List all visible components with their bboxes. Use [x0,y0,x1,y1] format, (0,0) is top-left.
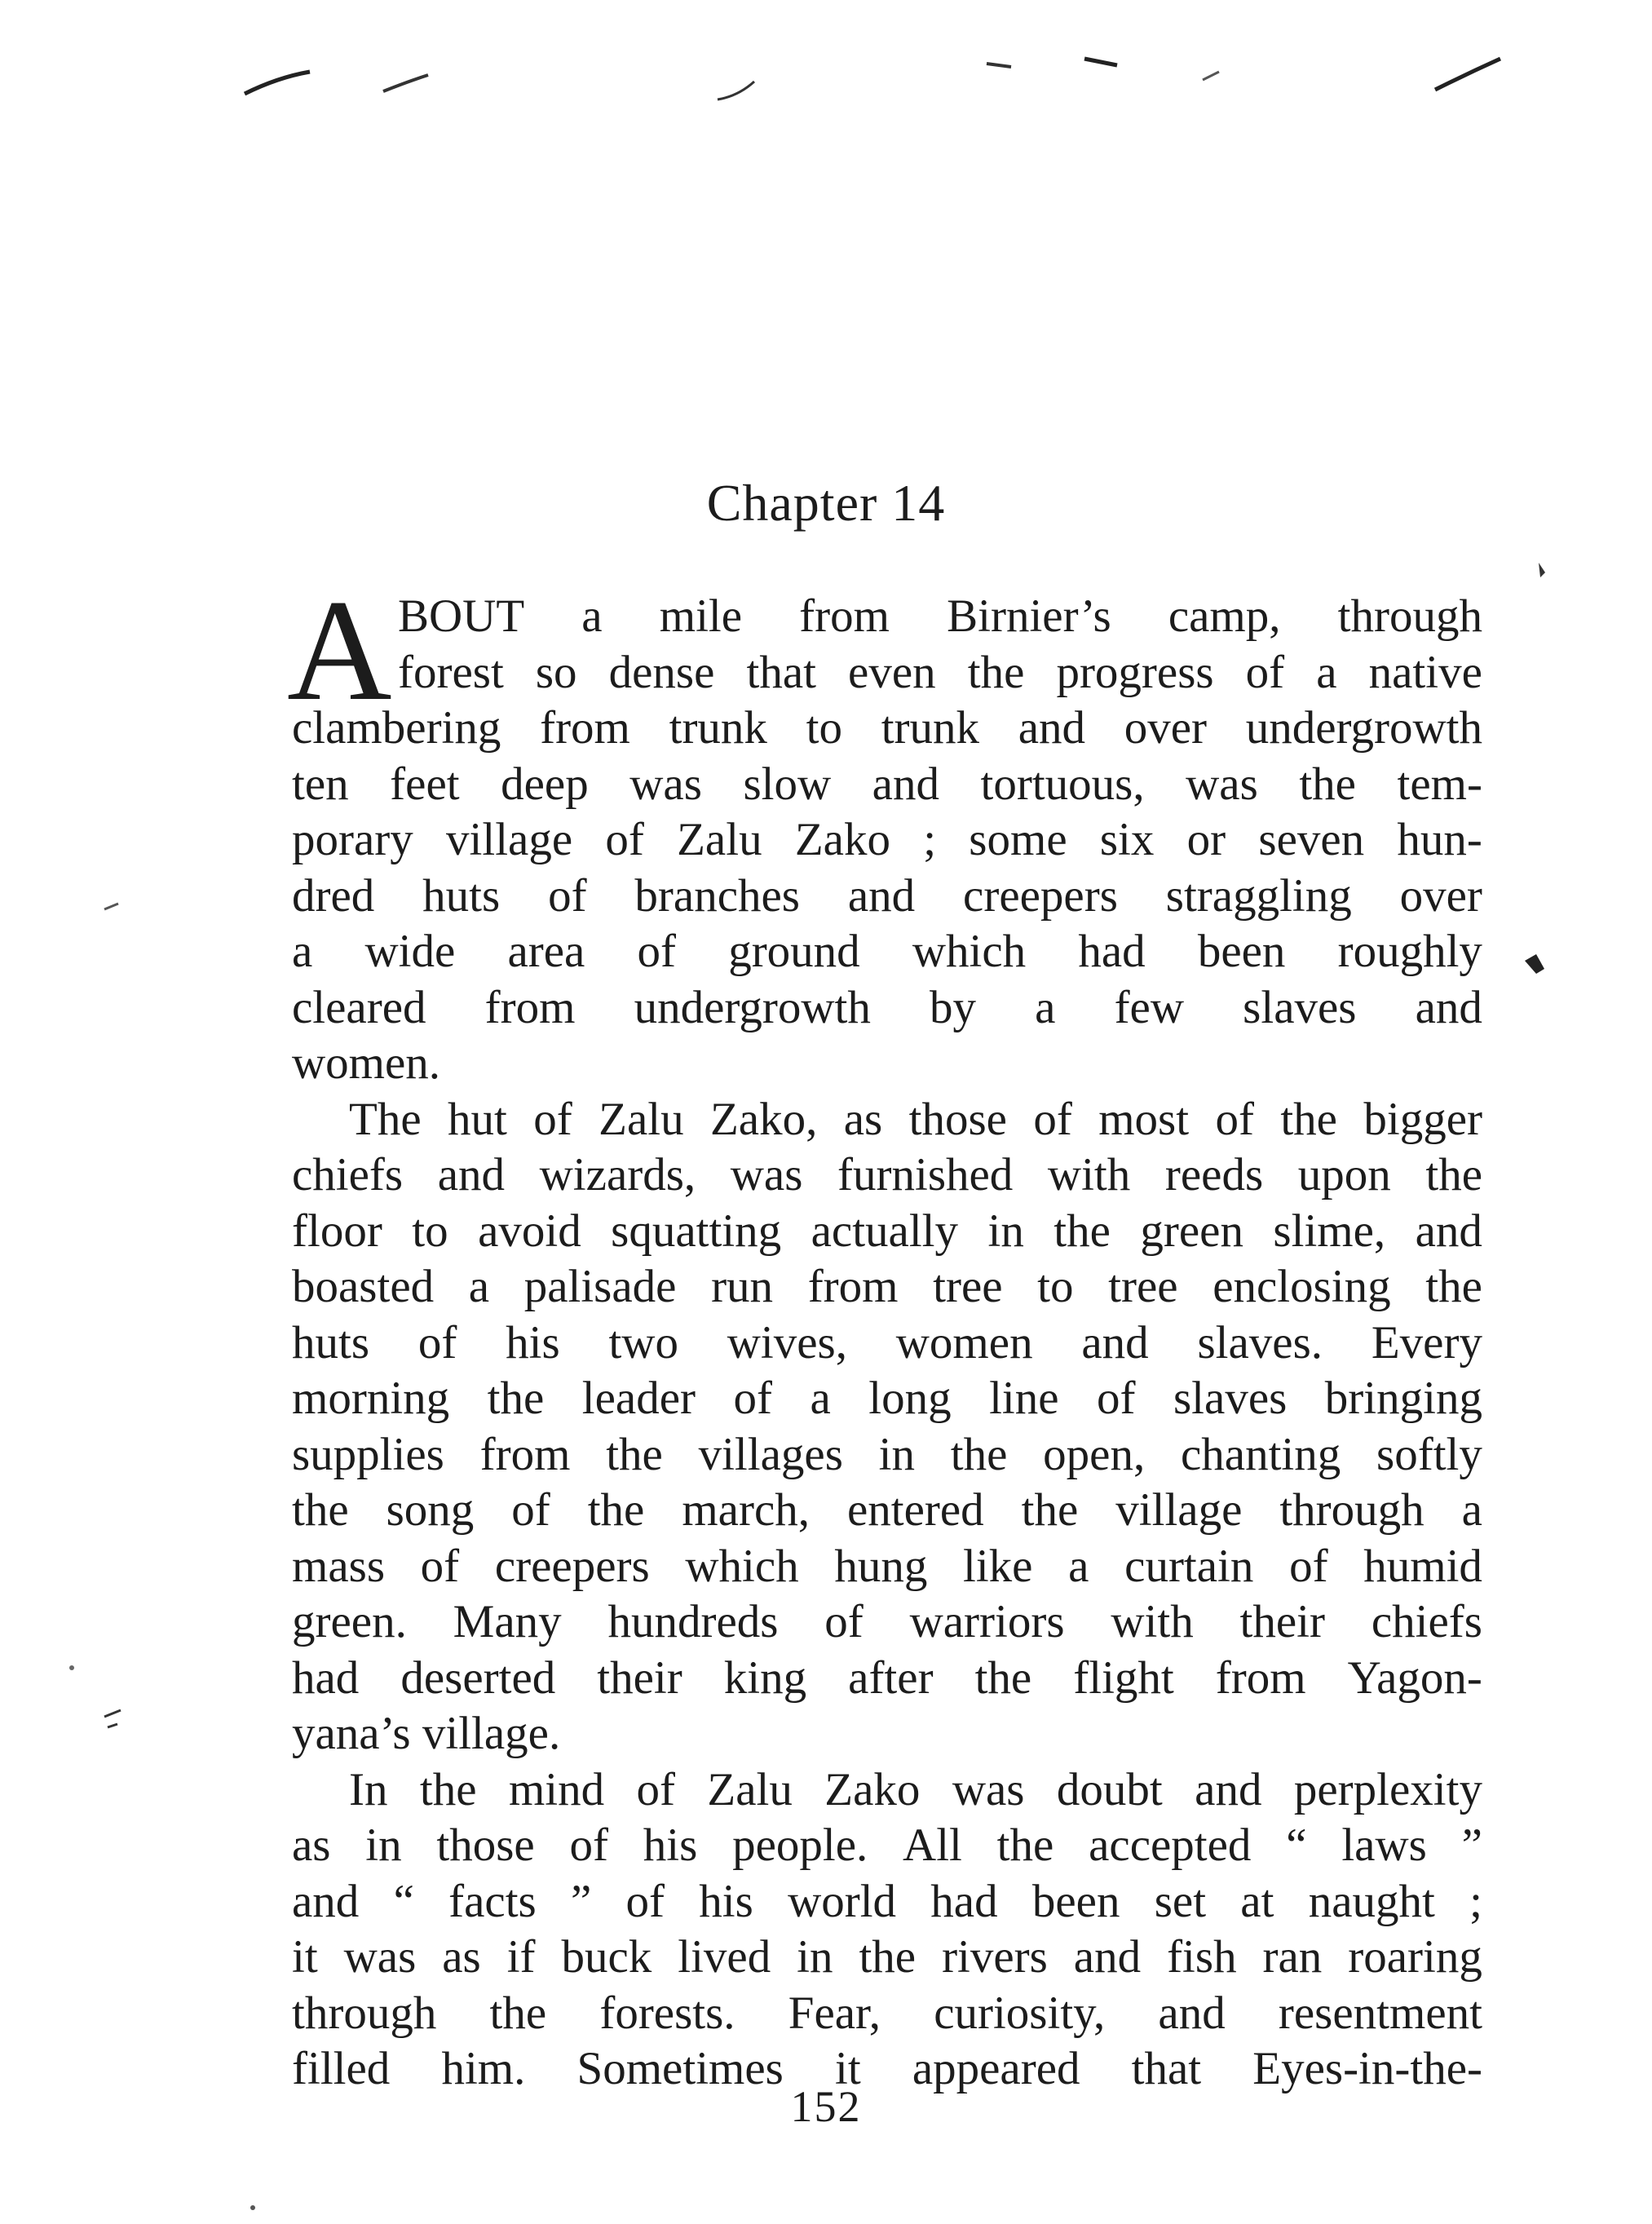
text-line: In the mind of Zalu Zako was doubt and perplexity [349,1763,1482,1815]
text-line: porary village of Zalu Zako ; some six or seven hun- [292,814,1482,865]
text-line: the song of the march, entered the village through a [292,1484,1482,1536]
text-line: clambering from trunk to trunk and over undergrowth [292,702,1482,754]
text-line: chiefs and wizards, was furnished with reeds upon the [292,1149,1482,1200]
text-line: floor to avoid squatting actually in the green slime, and [292,1205,1482,1257]
text-line: a wide area of ground which had been roughly [292,926,1482,977]
text-line: supplies from the villages in the open, chanting softly [292,1428,1482,1480]
text-line: filled him. Sometimes it appeared that Eyes-in-the- [292,2043,1482,2094]
text-line: yana’s village. [292,1708,561,1759]
drop-cap: A [287,569,392,731]
text-line: forest so dense that even the progress of a native [398,646,1482,698]
text-line: morning the leader of a long line of slaves bringing [292,1373,1482,1424]
chapter-title: Chapter 14 [706,474,946,532]
text-line: green. Many hundreds of warriors with their chiefs [292,1596,1482,1647]
text-line: ten feet deep was slow and tortuous, was the tem- [292,758,1482,810]
text-line: women. [292,1037,441,1089]
text-line: through the forests. Fear, curiosity, and resentment [292,1987,1482,2039]
text-line: boasted a palisade run from tree to tree enclosing the [292,1261,1482,1312]
chapter-body [292,589,1482,2098]
text-line: cleared from undergrowth by a few slaves and [292,981,1482,1033]
text-line: BOUT a mile from Birnier’s camp, through [398,590,1482,642]
text-line: had deserted their king after the flight from Yagon- [292,1651,1482,1704]
page-number: 152 [790,2082,862,2131]
text-line: huts of his two wives, women and slaves. Every [292,1316,1482,1368]
text-line: as in those of his people. All the accepted “ laws ” [292,1819,1482,1871]
text-line: The hut of Zalu Zako, as those of most of the bigger [349,1093,1482,1145]
text-line: it was as if buck lived in the rivers and fish ran roaring [292,1931,1482,1983]
text-line: and “ facts ” of his world had been set at naught ; [292,1875,1482,1927]
text-line: dred huts of branches and creepers straggling over [292,869,1482,922]
text-line: mass of creepers which hung like a curtain of humid [292,1540,1482,1592]
